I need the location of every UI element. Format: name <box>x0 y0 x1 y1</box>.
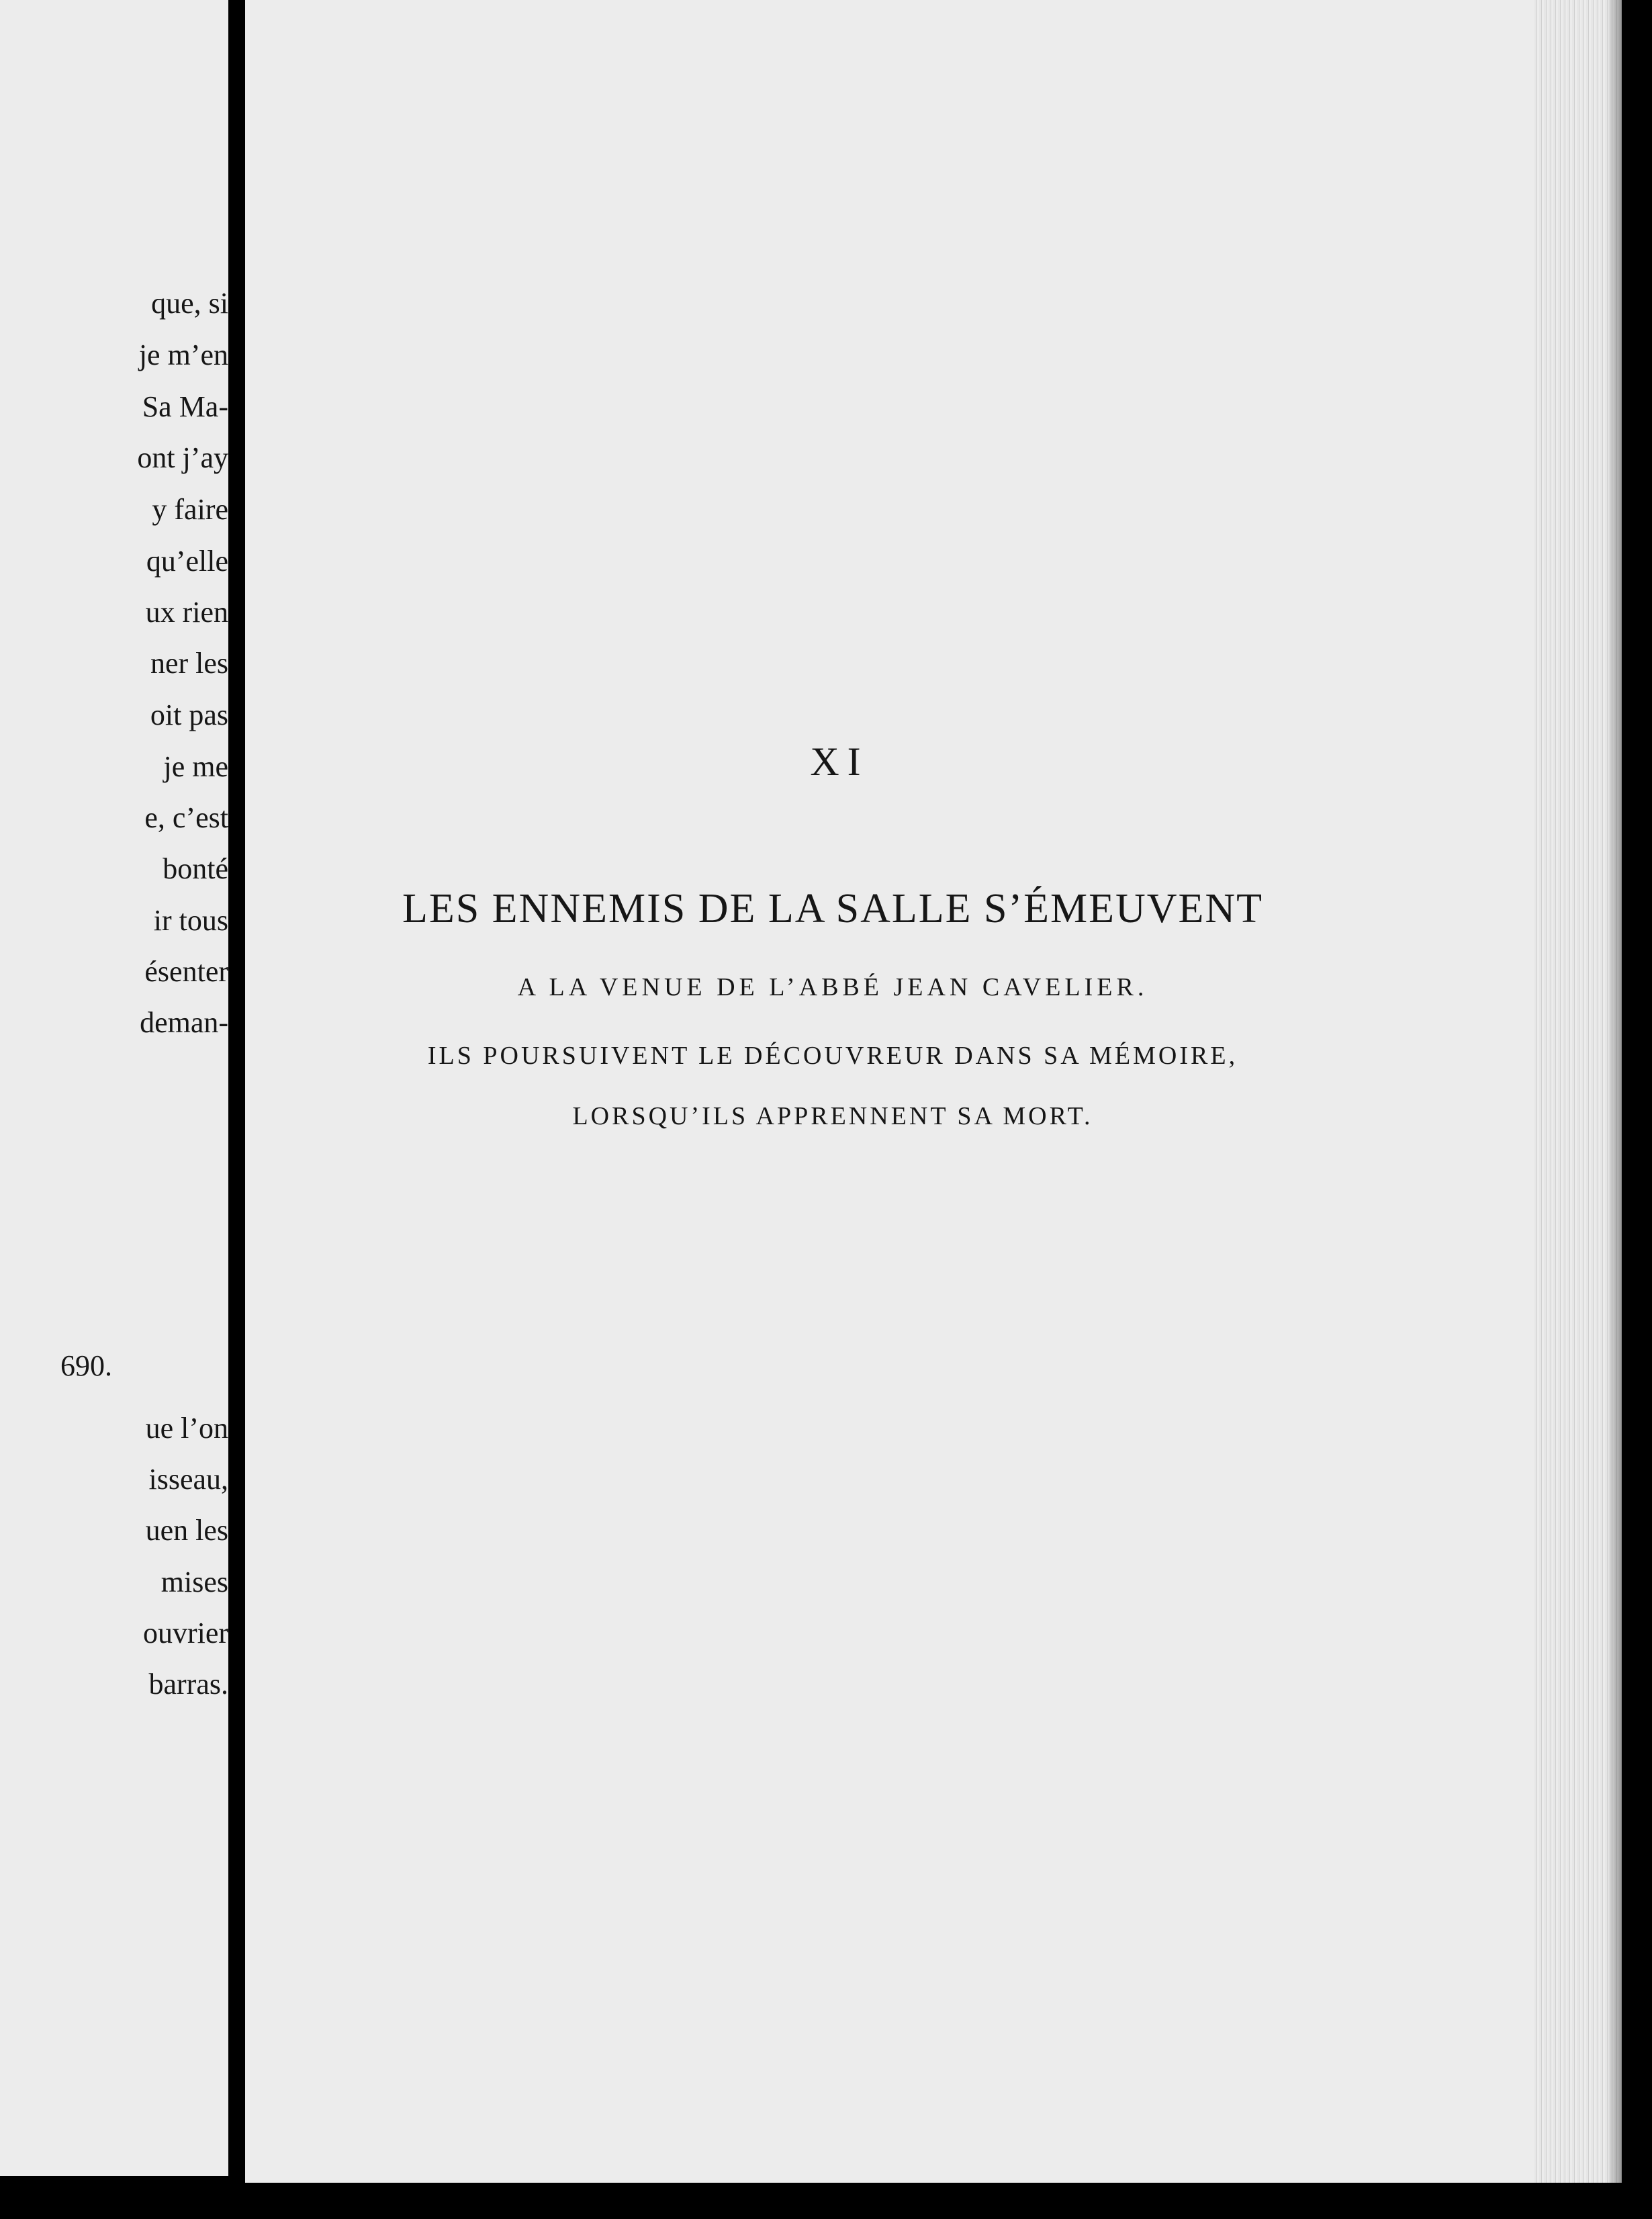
left-text-line: qu’elle <box>146 545 228 578</box>
chapter-subtitle-line-2: ILS POURSUIVENT LE DÉCOUVREUR DANS SA MÉMOIRE, <box>427 1042 1238 1070</box>
book-spine <box>228 0 245 2219</box>
left-text-line: mises <box>160 1566 228 1598</box>
left-text-line: ir tous <box>153 904 228 937</box>
chapter-title: LES ENNEMIS DE LA SALLE S’ÉMEUVENT <box>402 886 1264 932</box>
left-text-line: y faire <box>152 493 228 526</box>
left-text-line: je m’en <box>138 338 228 371</box>
left-text-line: que, si <box>151 287 228 320</box>
left-text-line: barras. <box>148 1668 228 1701</box>
left-text-line: isseau, <box>148 1463 228 1496</box>
left-text-line: Sa Ma- <box>142 390 228 423</box>
left-text-line: deman- <box>140 1006 228 1039</box>
chapter-subtitle-line-1: A LA VENUE DE L’ABBÉ JEAN CAVELIER. <box>517 973 1148 1001</box>
year-text: 690. <box>60 1349 112 1382</box>
left-text-line: ésenter <box>144 955 228 988</box>
left-text-line: uen les <box>145 1514 228 1547</box>
chapter-subtitle-line-3: LORSQU’ILS APPRENNENT SA MORT. <box>572 1102 1093 1130</box>
left-text-line: ont j’ay <box>137 441 228 474</box>
left-text-line: bonté <box>163 852 228 885</box>
left-page <box>0 0 228 2176</box>
right-page <box>245 0 1534 2183</box>
left-text-line: ner les <box>150 647 228 680</box>
left-text-line: oit pas <box>150 698 228 731</box>
left-text-line: ouvrier <box>142 1617 228 1649</box>
left-text-line: ux rien <box>145 596 228 629</box>
page-edges-shadow <box>1608 0 1622 2183</box>
left-text-line: je me <box>163 750 228 783</box>
left-text-line: ue l’on <box>145 1412 228 1445</box>
left-text-line: e, c’est <box>144 801 228 834</box>
chapter-number: XI <box>810 739 869 784</box>
